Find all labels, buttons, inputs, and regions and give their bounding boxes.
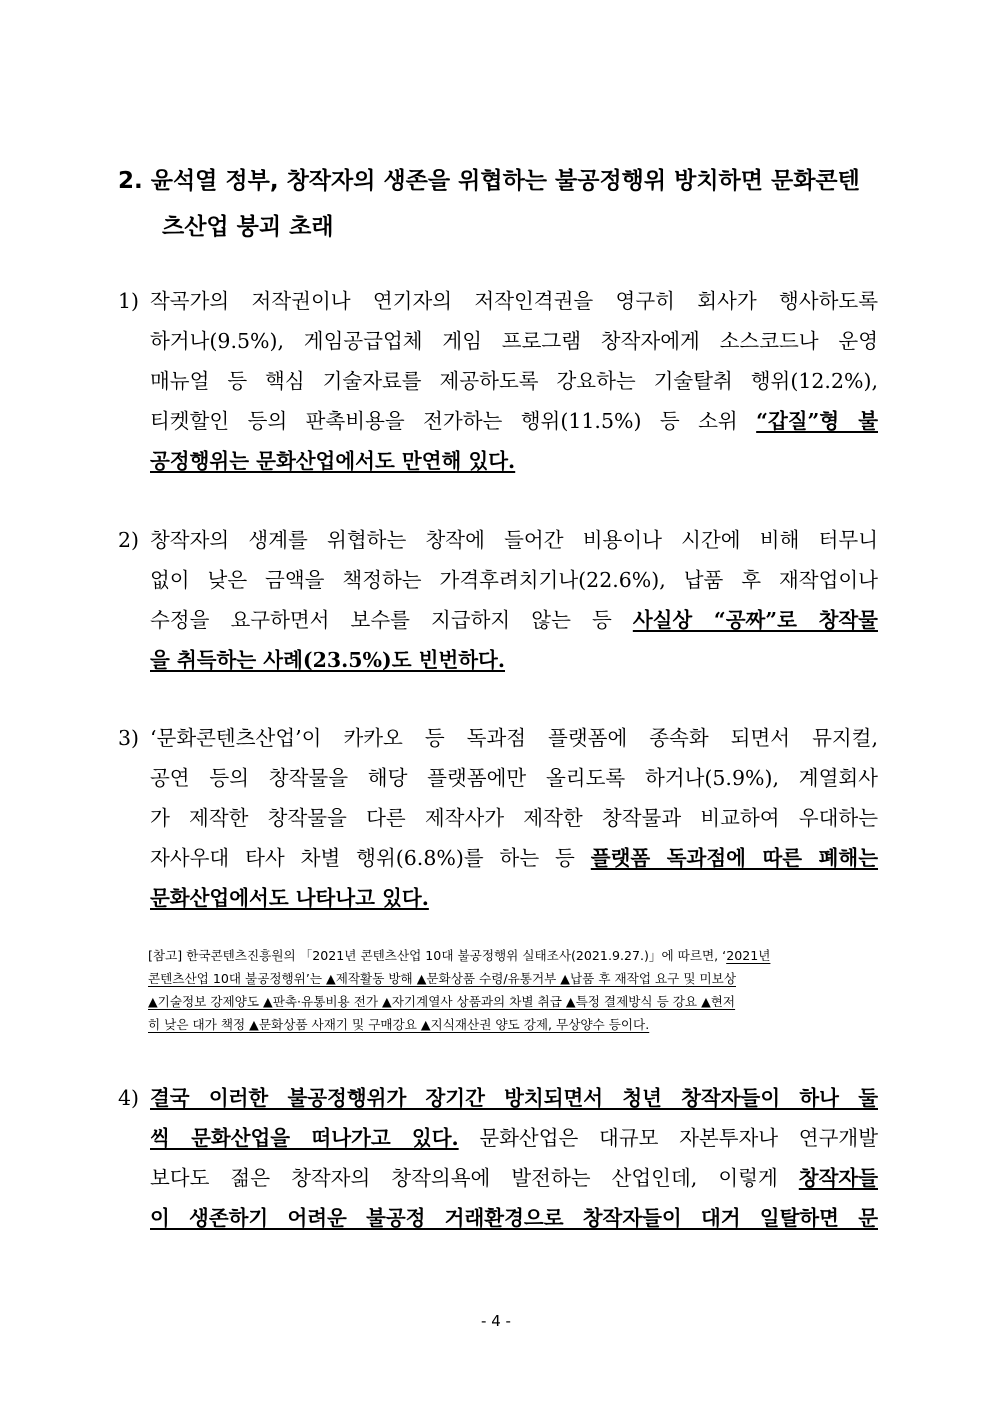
item-line: [150, 1118, 878, 1158]
section-heading: [118, 158, 878, 250]
item-line: [150, 600, 878, 640]
item-line: 공연 등의 창작물을 해당 플랫폼에만 올리도록 하거나(5.9%), 계열회사: [150, 766, 878, 790]
item-number: 4): [118, 1086, 140, 1110]
heading-line-1: 2. 윤석열 정부, 창작자의 생존을 위협하는 불공정행위 방치하면 문화콘텐: [118, 168, 860, 194]
note-line: [148, 944, 876, 967]
item-line: [150, 1078, 878, 1118]
item-emphasis: 을 취득하는 사례(23.5%)도 빈번하다.: [150, 648, 505, 672]
item-text: 문화산업은 대규모 자본투자나 연구개발: [458, 1126, 878, 1150]
item-line: ‘문화콘텐츠산업’이 카카오 등 독과점 플랫폼에 종속화 되면서 뮤지컬,: [150, 726, 878, 750]
item-line: [150, 640, 878, 680]
item-emphasis: 씩 문화산업을 떠나가고 있다.: [150, 1126, 459, 1150]
item-emphasis: 공정행위는 문화산업에서도 만연해 있다.: [150, 449, 516, 473]
item-number: 3): [118, 726, 140, 750]
item-text: 보다도 젊은 창작자의 창작의욕에 발전하는 산업인데, 이렇게: [150, 1166, 799, 1190]
item-emphasis: 플랫폼 독과점에 따른 폐해는: [590, 846, 879, 870]
item-emphasis: 창작자들: [798, 1166, 878, 1190]
paragraph-item-3: [118, 718, 878, 918]
item-text: 티켓할인 등의 판촉비용을 전가하는 행위(11.5%) 등 소위: [150, 409, 757, 433]
item-line: 매뉴얼 등 핵심 기술자료를 제공하도록 강요하는 기술탈취 행위(12.2%),: [150, 369, 878, 393]
item-number: 2): [118, 528, 140, 552]
note-underlined: 2021년: [726, 948, 771, 963]
item-line: 창작자의 생계를 위협하는 창작에 들어간 비용이나 시간에 비해 터무니: [150, 528, 878, 552]
item-line: [150, 1198, 878, 1238]
item-line: 없이 낮은 금액을 책정하는 가격후려치기나(22.6%), 납품 후 재작업이나: [150, 568, 878, 592]
item-emphasis: “갑질”형 불: [756, 409, 878, 433]
item-text: 수정을 요구하면서 보수를 지급하지 않는 등: [150, 608, 633, 632]
item-text: 자사우대 타사 차별 행위(6.8%)를 하는 등: [150, 846, 591, 870]
item-line: [150, 401, 878, 441]
item-line: [150, 441, 878, 481]
paragraph-item-2: [118, 520, 878, 680]
item-number: 1): [118, 289, 140, 313]
heading-line-2: 츠산업 붕괴 초래: [162, 214, 334, 240]
paragraph-item-1: [118, 281, 878, 481]
paragraph-item-4: [118, 1078, 878, 1238]
item-line: [150, 878, 878, 918]
item-line: [150, 1158, 878, 1198]
item-emphasis: 문화산업에서도 나타나고 있다.: [150, 886, 429, 910]
page-number: - 4 -: [481, 1312, 511, 1330]
item-emphasis: 이 생존하기 어려운 불공정 거래환경으로 창작자들이 대거 일탈하면 문: [150, 1206, 878, 1230]
item-line: 하거나(9.5%), 게임공급업체 게임 프로그램 창작자에게 소스코드나 운영: [150, 329, 878, 353]
note-text: [참고] 한국콘텐츠진흥원의 「2021년 콘텐츠산업 10대 불공정행위 실태조사(2021.9.27.)」에 따르면, ‘: [148, 948, 727, 963]
item-line: 작곡가의 저작권이나 연기자의 저작인격권을 영구히 회사가 행사하도록: [150, 289, 878, 313]
item-line: 가 제작한 창작물을 다른 제작사가 제작한 창작물과 비교하여 우대하는: [150, 806, 878, 830]
item-emphasis: 결국 이러한 불공정행위가 장기간 방치되면서 청년 창작자들이 하나 둘: [150, 1086, 878, 1110]
item-emphasis: 사실상 “공짜”로 창작물: [632, 608, 878, 632]
item-line: [150, 838, 878, 878]
note-line: 콘텐츠산업 10대 불공정행위’는 ▲제작활동 방해 ▲문화상품 수령/유통거부 ▲납품 후 재작업 요구 및 미보상: [148, 971, 736, 986]
reference-note: [148, 944, 876, 1036]
note-line: ▲기술정보 강제양도 ▲판촉·유통비용 전가 ▲자기계열사 상품과의 차별 취급 ▲특정 결제방식 등 강요 ▲현저: [148, 994, 736, 1009]
note-line: 히 낮은 대가 책정 ▲문화상품 사재기 및 구매강요 ▲지식재산권 양도 강제, 무상양수 등이다.: [148, 1017, 650, 1032]
